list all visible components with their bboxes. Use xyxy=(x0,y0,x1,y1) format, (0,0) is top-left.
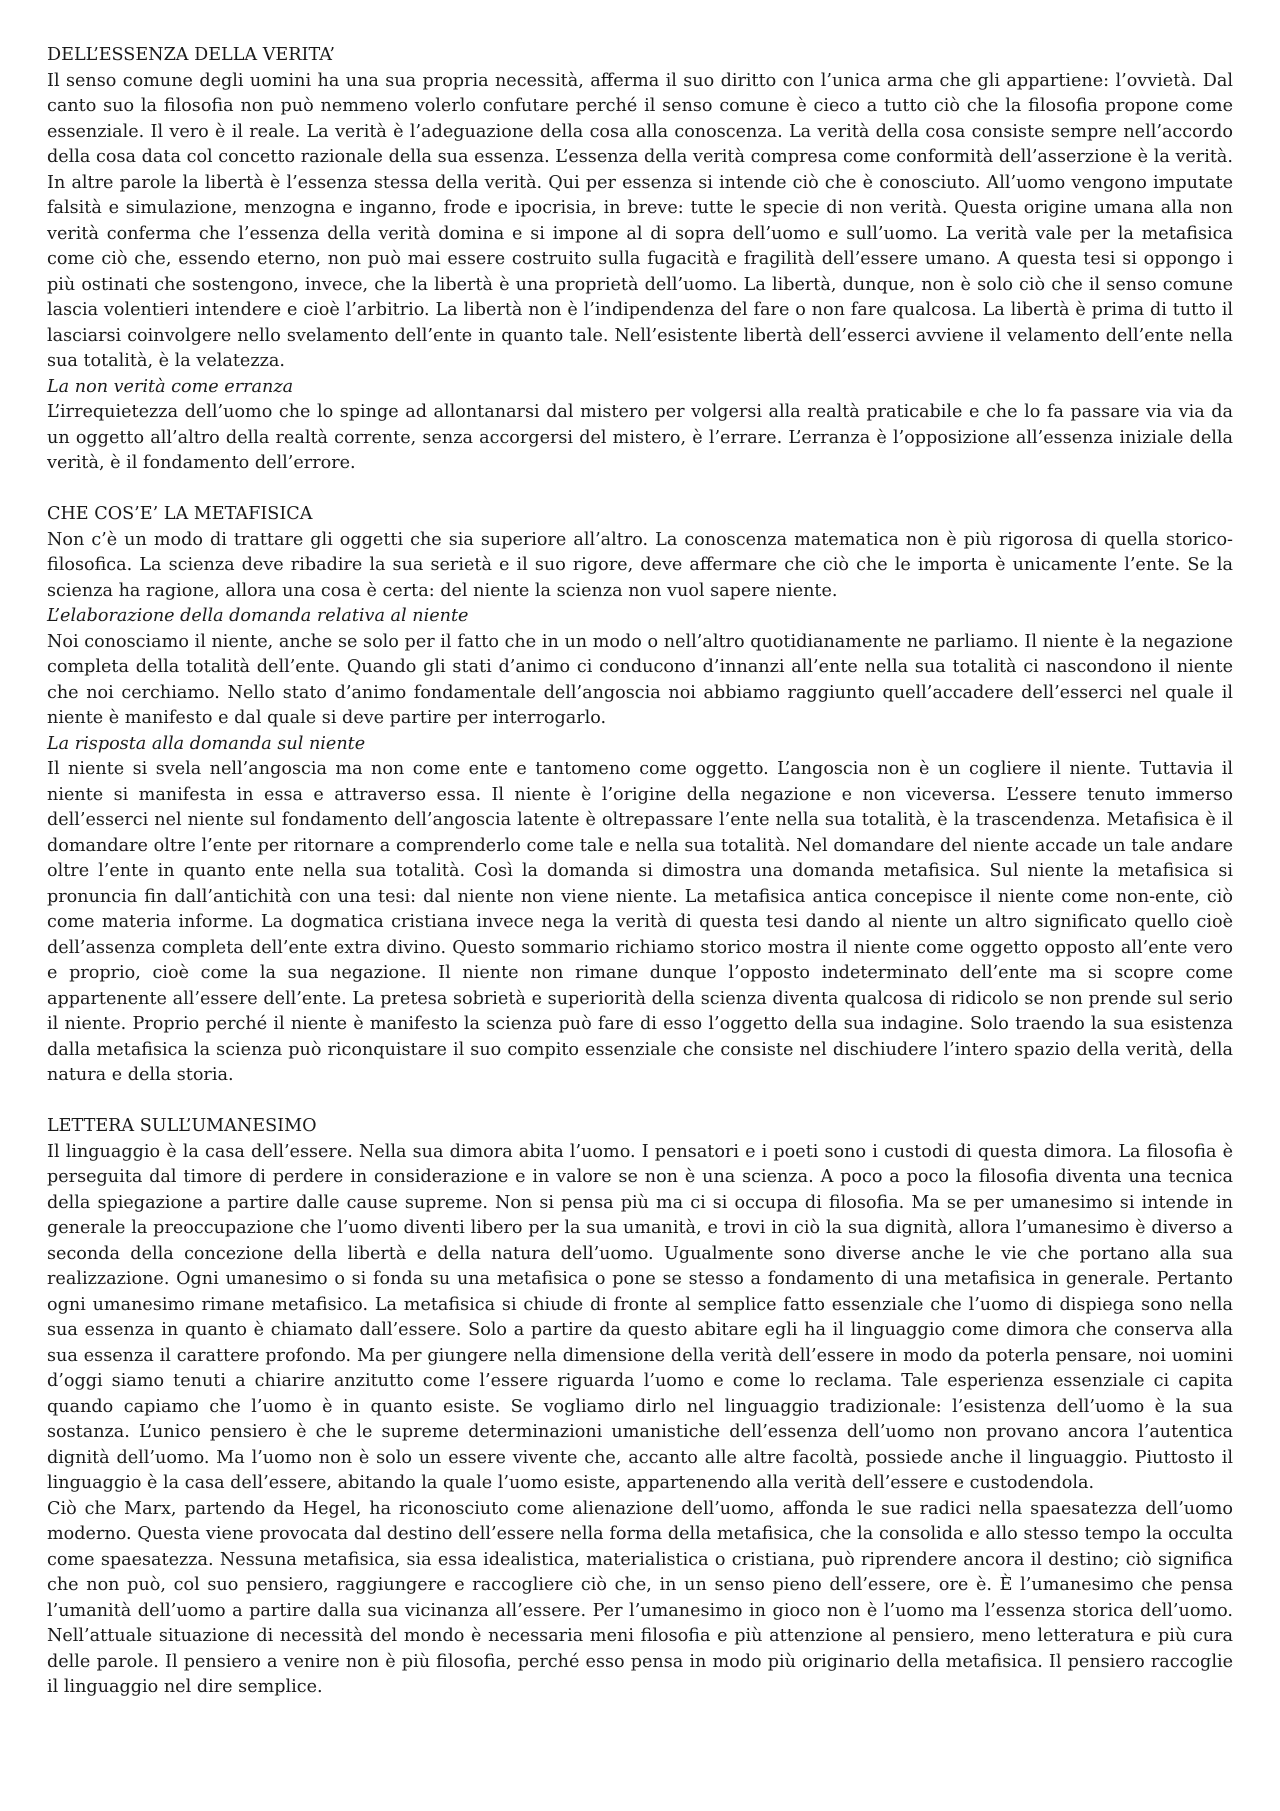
section-divider xyxy=(47,1089,1233,1115)
section-heading: CHE COS’E’ LA METAFISICA xyxy=(47,504,313,524)
document-page xyxy=(47,43,1233,1701)
section-heading: LETTERA SULL’UMANESIMO xyxy=(47,1116,317,1136)
subheading: La risposta alla domanda sul niente xyxy=(47,733,366,754)
paragraph: Noi conosciamo il niente, anche se solo per il fatto che in un modo o nell’altro quotidianamente ne parliamo. Il niente è la negazione completa della totalità dell’ente. Quando gli stati d’animo ci conducono d’innanzi all’ente nella sua totalità ci nascondono il niente che noi cerchiamo. Nello stato d’animo fondamentale dell’angoscia noi abbiamo raggiunto quell’accadere dell’esserci nel quale il niente è manifesto e dal quale si deve partire per interrogarlo. xyxy=(47,631,1233,728)
subheading: L’elaborazione della domanda relativa al niente xyxy=(47,606,469,626)
section-metafisica xyxy=(47,502,1233,1089)
paragraph: L’irrequietezza dell’uomo che lo spinge ad allontanarsi dal mistero per volgersi alla realtà praticabile e che lo fa passare via via da un oggetto all’altro della realtà corrente, senza accorgersi del mistero, è l’errare. L’erranza è l’opposizione all’essenza iniziale della verità, è il fondamento dell’errore. xyxy=(47,402,1233,473)
section-essenza-verita xyxy=(47,43,1233,477)
paragraph: Non c’è un modo di trattare gli oggetti che sia superiore all’altro. La conoscenza matematica non è più rigorosa di quella storico-filosofica. La scienza deve ribadire la sua serietà e il suo rigore, deve affermare che ciò che le importa è unicamente l’ente. Se la scienza ha ragione, allora una cosa è certa: del niente la scienza non vuol sapere niente. xyxy=(47,529,1233,601)
section-divider xyxy=(47,477,1233,503)
section-umanesimo xyxy=(47,1114,1233,1701)
paragraph: Ciò che Marx, partendo da Hegel, ha riconosciuto come alienazione dell’uomo, affonda le sue radici nella spaesatezza dell’uomo moderno. Questa viene provocata dal destino dell’essere nella forma della metafisica, che la consolida e allo stesso tempo la occulta come spaesatezza. Nessuna metafisica, sia essa idealistica, materialistica o cristiana, può riprendere ancora il destino; ciò significa che non può, col suo pensiero, raggiungere e raccogliere ciò che, in un senso pieno dell’essere, ore è. È l’umanesimo che pensa l’umanità dell’uomo a partire dalla sua vicinanza all’essere. Per l’umanesimo in gioco non è l’uomo ma l’essenza storica dell’uomo. Nell’attuale situazione di necessità del mondo è necessaria meni filosofia e più attenzione al pensiero, meno letteratura e più cura delle parole. Il pensiero a venire non è più filosofia, perché esso pensa in modo più originario della metafisica. Il pensiero raccoglie il linguaggio nel dire semplice. xyxy=(47,1498,1233,1697)
paragraph: Il niente si svela nell’angoscia ma non come ente e tantomeno come oggetto. L’angoscia non è un cogliere il niente. Tuttavia il niente si manifesta in essa e attraverso essa. Il niente è l’origine della negazione e non viceversa. L’essere tenuto immerso dell’esserci nel niente sul fondamento dell’angoscia latente è oltrepassare l’ente nella sua totalità, è la trascendenza. Metafisica è il domandare oltre l’ente per ritornare a comprenderlo come tale e nella sua totalità. Nel domandare del niente accade un tale andare oltre l’ente in quanto ente nella sua totalità. Così la domanda si dimostra una domanda metafisica. Sul niente la metafisica si pronuncia fin dall’antichità con una tesi: dal niente non viene niente. La metafisica antica concepisce il niente come non-ente, ciò come materia informe. La dogmatica cristiana invece nega la verità di questa tesi dando al niente un altro significato quello cioè dell’assenza completa dell’ente extra divino. Questo sommario richiamo storico mostra il niente come oggetto opposto all’ente vero e proprio, cioè come la sua negazione. Il niente non rimane dunque l’opposto indeterminato dell’ente ma si scopre come appartenente all’essere dell’ente. La pretesa sobrietà e superiorità della scienza diventa qualcosa di ridicolo se non prende sul serio il niente. Proprio perché il niente è manifesto la scienza può fare di esso l’oggetto della sua indagine. Solo traendo la sua esistenza dalla metafisica la scienza può riconquistare il suo compito essenziale che consiste nel dischiudere l’intero spazio della verità, della natura e della storia. xyxy=(47,759,1233,1085)
section-heading: DELL’ESSENZA DELLA VERITA’ xyxy=(47,45,335,65)
paragraph: Il linguaggio è la casa dell’essere. Nella sua dimora abita l’uomo. I pensatori e i poeti sono i custodi di questa dimora. La filosofia è perseguita dal timore di perdere in considerazione e in valore se non è una scienza. A poco a poco la filosofia diventa una tecnica della spiegazione a partire dalle cause supreme. Non si pensa più ma ci si occupa di filosofia. Ma se per umanesimo si intende in generale la preoccupazione che l’uomo diventi libero per la sua umanità, e trovi in ciò la sua dignità, allora l’umanesimo è diverso a seconda della concezione della libertà e della natura dell’uomo. Ugualmente sono diverse anche le vie che portano alla sua realizzazione. Ogni umanesimo o si fonda su una metafisica o pone se stesso a fondamento di una metafisica in generale. Pertanto ogni umanesimo rimane metafisico. La metafisica si chiude di fronte al semplice fatto essenziale che l’uomo di dispiega sono nella sua essenza in quanto è chiamato dall’essere. Solo a partire da questo abitare egli ha il linguaggio come dimora che conserva alla sua essenza il carattere profondo. Ma per giungere nella dimensione della verità dell’essere in modo da poterla pensare, noi uomini d’oggi siamo tenuti a chiarire anzitutto come l’essere riguarda l’uomo e come lo reclama. Tale esperienza essenziale ci capita quando capiamo che l’uomo è in quanto esiste. Se vogliamo dirlo nel linguaggio tradizionale: l’esistenza dell’uomo è la sua sostanza. L’unico pensiero è che le supreme determinazioni umanistiche dell’essenza dell’uomo non provano ancora l’autentica dignità dell’uomo. Ma l’uomo non è solo un essere vivente che, accanto alle altre facoltà, possiede anche il linguaggio. Piuttosto il linguaggio è la casa dell’essere, abitando la quale l’uomo esiste, appartenendo alla verità dell’essere e custodendola. xyxy=(47,1141,1233,1493)
subheading: La non verità come erranza xyxy=(47,376,294,397)
paragraph: Il senso comune degli uomini ha una sua propria necessità, afferma il suo diritto con l’unica arma che gli appartiene: l’ovvietà. Dal canto suo la filosofia non può nemmeno volerlo confutare perché il senso comune è cieco a tutto ciò che la filosofia propone come essenziale. Il vero è il reale. La verità è l’adeguazione della cosa alla conoscenza. La verità della cosa consiste sempre nell’accordo della cosa data col concetto razionale della sua essenza. L’essenza della verità compresa come conformità dell’asserzione è la verità. In altre parole la libertà è l’essenza stessa della verità. Qui per essenza si intende ciò che è conosciuto. All’uomo vengono imputate falsità e simulazione, menzogna e inganno, frode e ipocrisia, in breve: tutte le specie di non verità. Questa origine umana alla non verità conferma che l’essenza della verità domina e si impone al di sopra dell’uomo e sull’uomo. La verità vale per la metafisica come ciò che, essendo eterno, non può mai essere costruito sulla fugacità e fragilità dell’essere umano. A questa tesi si oppongo i più ostinati che sostengono, invece, che la libertà è una proprietà dell’uomo. La libertà, dunque, non è solo ciò che il senso comune lascia volentieri intendere e cioè l’arbitrio. La libertà non è l’indipendenza del fare o non fare qualcosa. La libertà è prima di tutto il lasciarsi coinvolgere nello svelamento dell’ente in quanto tale. Nell’esistente libertà dell’esserci avviene il velamento dell’ente nella sua totalità, è la velatezza. xyxy=(47,70,1233,371)
